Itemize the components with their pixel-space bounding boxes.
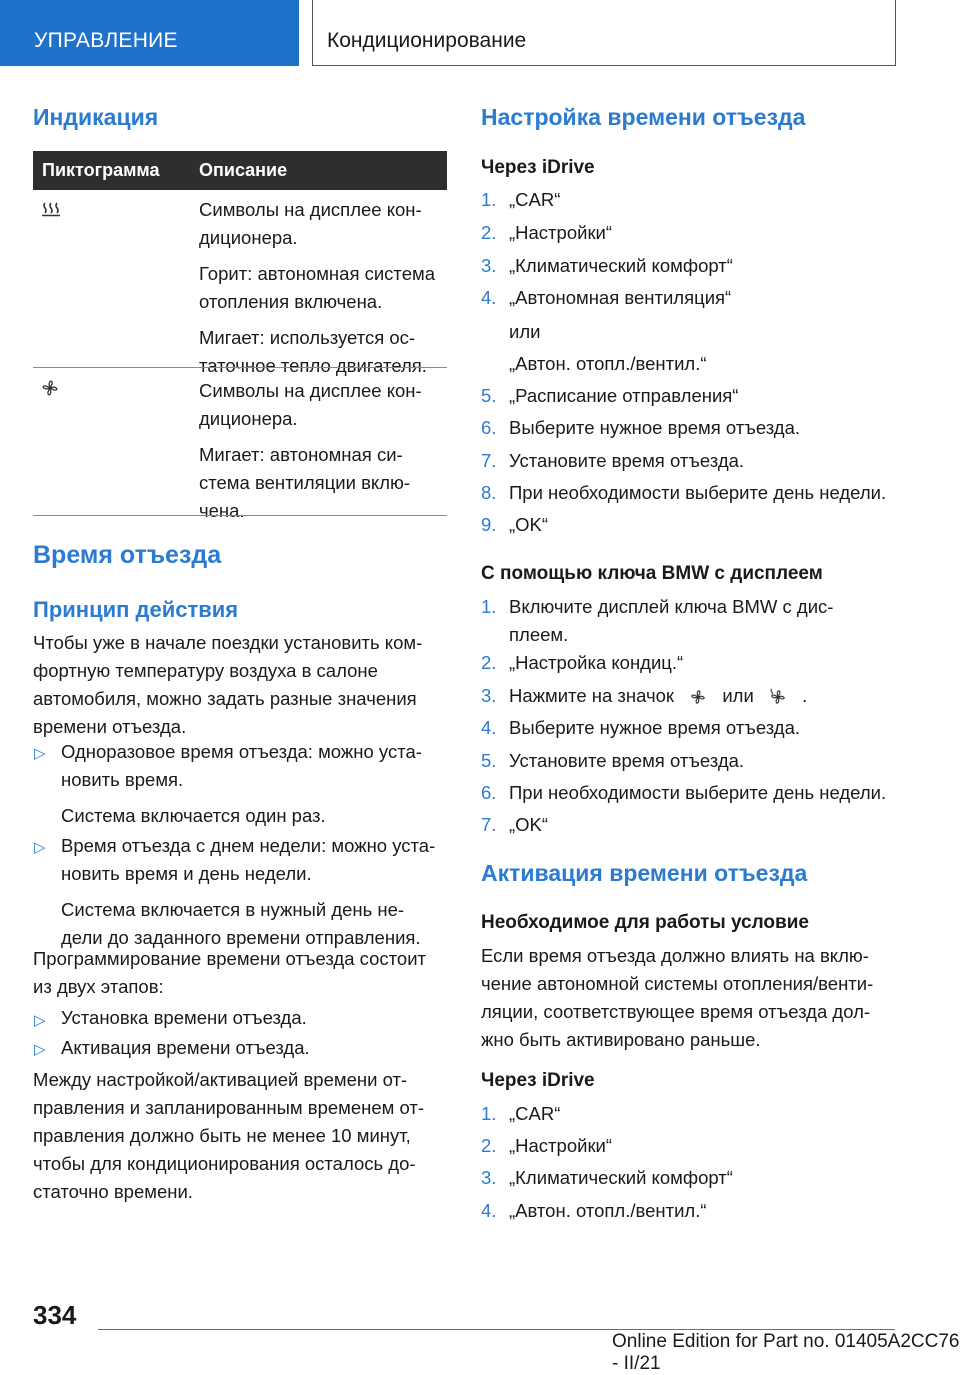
table-row-1-description: Символы на дисплее кон- диционера. Горит: автономная система отопления включена. Мигает: используется ос- таточное тепло двигателя. [199,199,435,376]
table-header [33,151,447,190]
step-text: „CAR“ [509,189,561,210]
table-divider [33,367,447,368]
via-idrive-heading: Через iDrive [481,157,595,178]
setting-heading: Настройка времени отъезда [481,104,806,130]
step-text: „Расписание отправления“ [509,385,739,406]
step-text: „Настройки“ [509,1135,613,1156]
principle-heading: Принцип действия [33,597,239,622]
edition-text: Online Edition for Part no. 01405A2CC76 - II/21 [612,1331,960,1374]
step-number: 4. [481,1200,497,1221]
principle-intro: Чтобы уже в начале поездки установить ком- фортную температуру воздуха в салоне автомобиля, можно задать разные значения времени отъезда. [33,632,423,737]
step-text: Нажмите на значок или . [509,682,807,710]
step-text: „Автон. отопл./вентил.“ [509,1200,707,1221]
bullet-item: Время отъезда с днем недели: можно уста- новить время и день недели. Система включается в нужный день не- дели до заданного времени отправления. [61,835,436,948]
chapter-tab [312,0,896,66]
step-number: 9. [481,514,497,535]
heating-icon [42,200,60,218]
step-number: 8. [481,482,497,503]
step-number: 3. [481,1167,497,1188]
chapter-title: Кондиционирование [327,29,527,52]
step-text: „Автон. отопл./вентил.“ [509,353,707,374]
step-number: 7. [481,450,497,471]
step-number: 4. [481,287,497,308]
step-text: „Настройка кондиц.“ [509,652,684,673]
or-label: или [509,321,541,342]
step-text: „OK“ [509,814,549,835]
bullet-item: Одноразовое время отъезда: можно уста- новить время. Система включается один раз. [61,741,422,826]
step-text: Установите время отъезда. [509,450,745,471]
bullet-marker: ▷ [34,1041,46,1058]
step-number: 6. [481,782,497,803]
activation-heading: Активация времени отъезда [481,860,808,886]
via-idrive-heading: Через iDrive [481,1070,595,1091]
indication-heading: Индикация [33,104,159,130]
step-number: 4. [481,717,497,738]
table-col-icon: Пиктограмма [42,160,160,180]
step-number: 3. [481,255,497,276]
step-number: 1. [481,189,497,210]
bullet-marker: ▷ [34,1012,46,1029]
steps-intro: Программирование времени отъезда состоит из двух этапов: [33,948,426,997]
footer-divider [98,1329,895,1330]
bullet-item: Активация времени отъезда. [61,1037,310,1058]
table-row-2-description: Символы на дисплее кон- диционера. Мигает: автономная си- стема вентиляции вклю- чена. [199,380,422,521]
requirement-text: Если время отъезда должно влиять на вклю- чение автономной системы отопления/венти- ляции, соответствующее время отъезда дол- жно быть активировано раньше. [481,945,874,1050]
requirement-heading: Необходимое для работы условие [481,912,809,933]
step-number: 2. [481,652,497,673]
step-text: Выберите нужное время отъезда. [509,717,800,738]
step-number: 2. [481,222,497,243]
page-number: 334 [33,1300,77,1330]
step-text: „Настройки“ [509,222,613,243]
ventilation-fan-icon [40,378,60,398]
table-col-description: Описание [199,160,288,180]
bullet-item: Установка времени отъезда. [61,1007,307,1028]
section-tab [0,0,299,66]
step-number: 6. [481,417,497,438]
step-text: „OK“ [509,514,549,535]
step-number: 1. [481,1103,497,1124]
step-text: При необходимости выберите день недели. [509,482,887,503]
step-number: 7. [481,814,497,835]
step-text: „Автономная вентиляция“ [509,287,732,308]
bullet-marker: ▷ [34,745,46,762]
step-number: 3. [481,685,497,706]
step-text: Установите время отъезда. [509,750,745,771]
step-text: При необходимости выберите день недели. [509,782,887,803]
bullet-marker: ▷ [34,839,46,856]
ventilation-fan-icon [689,682,707,710]
step-text: „CAR“ [509,1103,561,1124]
heating-fan-icon [769,682,787,710]
step-number: 5. [481,750,497,771]
step-text: Включите дисплей ключа BMW с дис- плеем. [509,596,834,645]
departure-heading: Время отъезда [33,541,222,569]
step-text: Выберите нужное время отъезда. [509,417,800,438]
step-number: 1. [481,596,497,617]
via-key-heading: С помощью ключа BMW с дисплеем [481,563,823,584]
principle-note: Между настройкой/активацией времени от- правления и запланированным временем от- правления должно быть не менее 10 минут, чтобы для кондиционирования осталось до- статочно времени. [33,1069,425,1202]
step-number: 2. [481,1135,497,1156]
step-text: „Климатический комфорт“ [509,255,733,276]
step-text: „Климатический комфорт“ [509,1167,733,1188]
section-title: УПРАВЛЕНИЕ [34,29,178,52]
step-number: 5. [481,385,497,406]
table-divider [33,515,447,516]
